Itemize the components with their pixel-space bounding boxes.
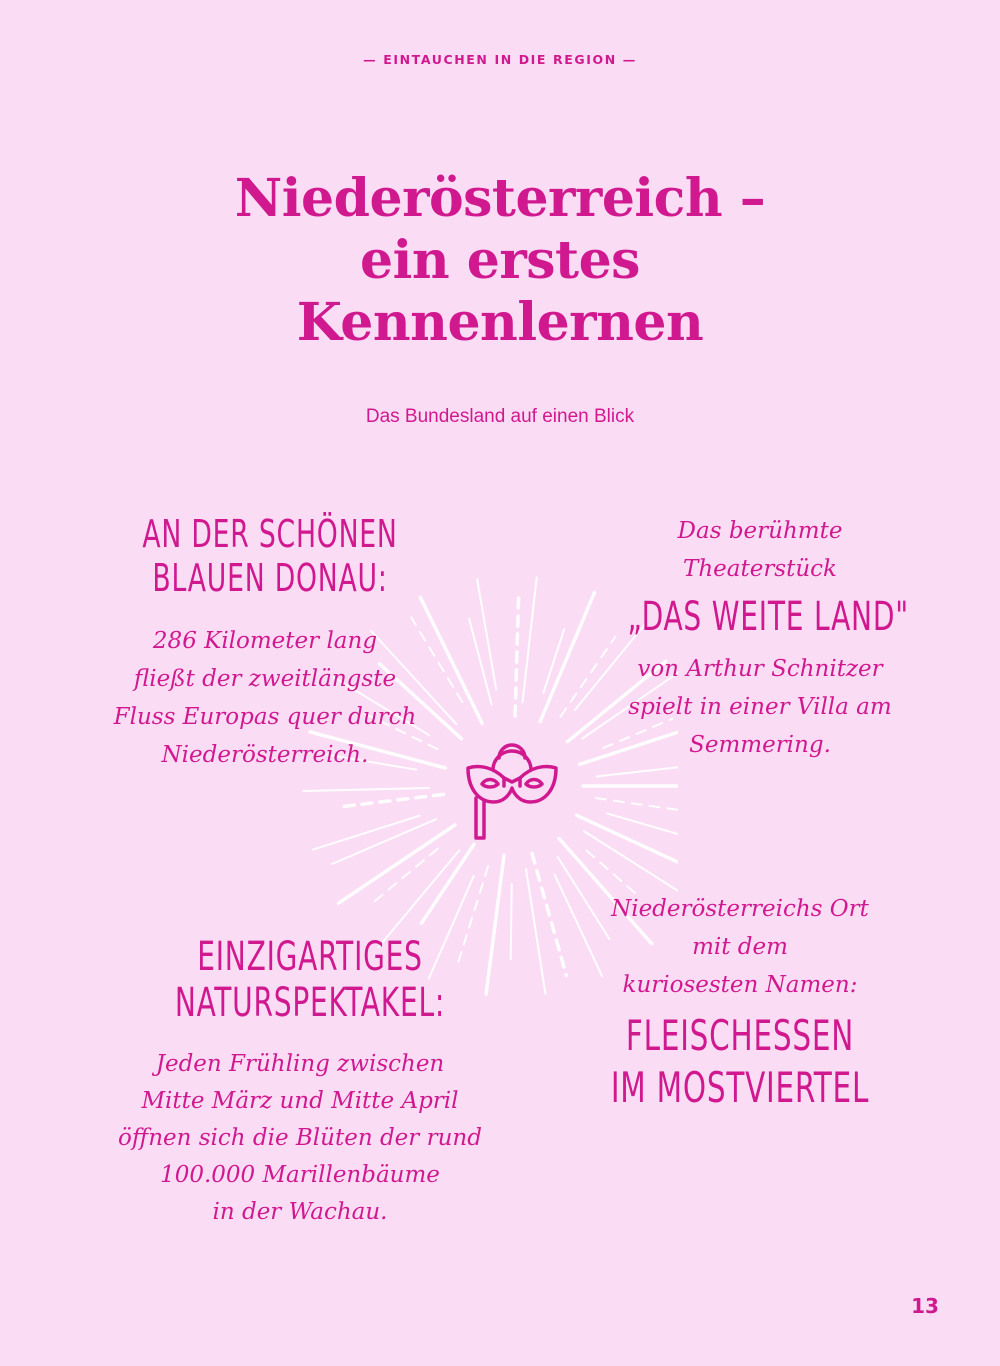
sunburst-ray: [596, 798, 678, 811]
page-title-line-3: Kennenlernen: [296, 292, 704, 353]
donau-text: [90, 622, 440, 774]
sunburst-ray: [540, 593, 594, 722]
theater-text: [590, 650, 930, 764]
ort-heading-line-2: IM MOSTVIERTEL: [610, 1063, 870, 1112]
theater-heading: „DAS WEITE LAND": [627, 594, 909, 640]
page-title-line-1: Niederösterreich –: [234, 168, 766, 229]
page-title: [0, 168, 1000, 354]
natur-heading: [154, 934, 466, 1026]
donau-heading-line-2: BLAUEN DONAU:: [152, 556, 388, 600]
theater-intro: [590, 512, 930, 588]
sunburst-ray: [469, 619, 492, 705]
sunburst-ray: [303, 788, 429, 791]
donau-text-line-3: Fluss Europas quer durch: [113, 704, 417, 730]
donau-text-line-4: Niederösterreich.: [161, 742, 369, 768]
theater-intro-line-1: Das berühmte: [677, 518, 843, 544]
ort-intro-line-2: mit dem: [692, 934, 788, 960]
sunburst-ray: [515, 597, 519, 716]
theater-mask-icon: [460, 740, 564, 844]
natur-text-line-2: Mitte März und Mitte April: [141, 1088, 459, 1114]
sunburst-ray: [523, 577, 537, 702]
natur-text: [90, 1046, 510, 1231]
section-kicker: — EINTAUCHEN IN DIE REGION —: [363, 52, 637, 67]
natur-text-line-1: Jeden Frühling zwischen: [155, 1051, 445, 1077]
sunburst-ray: [511, 884, 512, 959]
sunburst-ray: [607, 813, 678, 844]
ort-intro-line-1: Niederösterreichs Ort: [611, 896, 869, 922]
sunburst-ray: [597, 765, 679, 777]
theater-intro-line-2: Theaterstück: [682, 556, 837, 582]
ort-intro-line-3: kuriosesten Namen:: [622, 972, 858, 998]
ort-heading: [600, 1010, 881, 1114]
sunburst-ray: [543, 629, 564, 693]
natur-heading-line-1: EINZIGARTIGES: [197, 934, 423, 980]
sunburst-ray: [477, 579, 496, 689]
natur-heading-line-2: NATURSPEKTAKEL:: [174, 980, 446, 1026]
page-number: 13: [911, 1294, 939, 1318]
natur-text-line-5: in der Wachau.: [212, 1199, 388, 1225]
sunburst-ray: [486, 855, 504, 994]
theater-text-line-2: spielt in einer Villa am: [628, 694, 892, 720]
donau-text-line-2: fließt der zweitlängste: [133, 666, 397, 692]
sunburst-ray: [587, 851, 637, 895]
natur-text-line-3: öffnen sich die Blüten der rund: [118, 1125, 482, 1151]
natur-text-line-4: 100.000 Marillenbäume: [160, 1162, 440, 1188]
ort-intro: [560, 890, 920, 1004]
donau-text-line-1: 286 Kilometer lang: [152, 628, 378, 654]
page-title-line-2: ein erstes: [360, 230, 640, 291]
donau-heading: [137, 512, 402, 600]
page-subtitle: Das Bundesland auf einen Blick: [365, 406, 635, 427]
sunburst-ray: [421, 844, 474, 923]
theater-text-line-1: von Arthur Schnitzer: [637, 656, 883, 682]
sunburst-ray: [341, 794, 443, 806]
donau-heading-line-1: AN DER SCHÖNEN: [142, 512, 398, 556]
ort-heading-line-1: FLEISCHESSEN: [625, 1011, 855, 1060]
theater-text-line-3: Semmering.: [689, 732, 831, 758]
